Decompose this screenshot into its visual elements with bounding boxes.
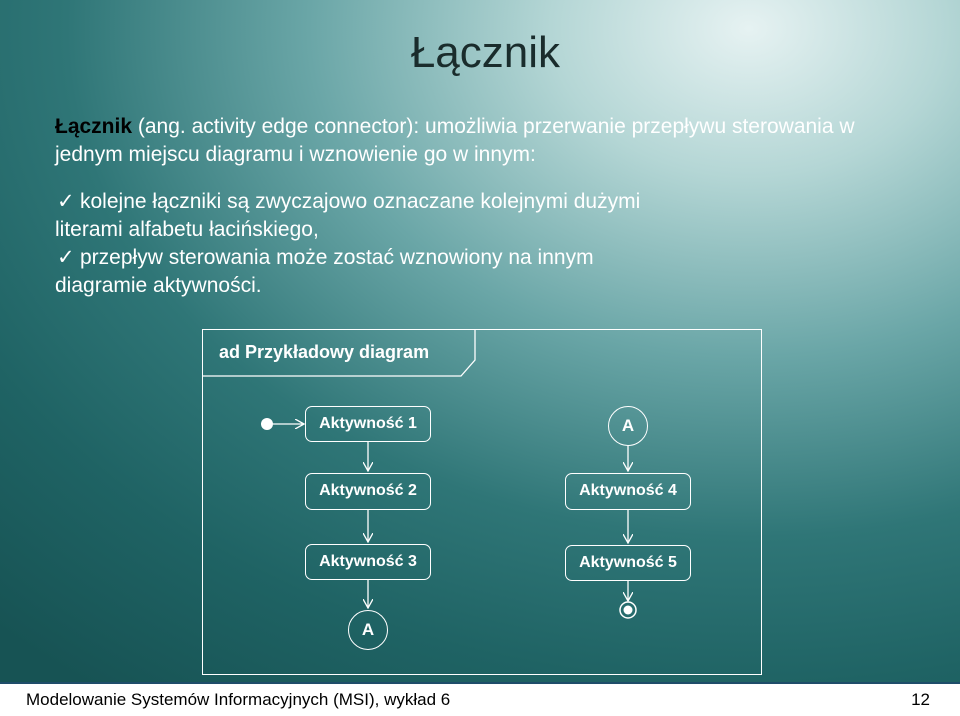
activity-5: Aktywność 5 <box>565 545 691 581</box>
slide-title: Łącznik <box>410 28 560 77</box>
activity-2: Aktywność 2 <box>305 473 431 510</box>
intro-paragraph <box>55 113 905 169</box>
bullet-list <box>55 188 875 300</box>
connector-a-bottom: A <box>348 610 388 650</box>
activity-4: Aktywność 4 <box>565 473 691 510</box>
footer-course: Modelowanie Systemów Informacyjnych (MSI), wykład 6 <box>26 690 451 709</box>
activity-diagram-frame <box>202 329 762 675</box>
bullet-line: kolejne łączniki są zwyczajowo oznaczane kolejnymi dużymi <box>80 190 641 213</box>
intro-text: (ang. activity edge connector): umożliwia przerwanie przepływu sterowania w jednym miejscu diagramu i wznowienie go w innym: <box>55 115 855 166</box>
bullet-item <box>0 188 875 244</box>
bullet-line-continued: diagramie aktywności. <box>55 274 262 297</box>
frame-title: ad Przykładowy diagram <box>219 342 430 362</box>
slide-footer <box>0 682 960 716</box>
bullet-line: przepływ sterowania może zostać wznowiony na innym <box>80 246 594 269</box>
bullet-line-continued: literami alfabetu łacińskiego, <box>55 218 319 241</box>
connector-a-top: A <box>608 406 648 446</box>
bullet-item <box>0 244 875 300</box>
intro-lead: Łącznik <box>55 115 133 138</box>
final-node-inner <box>624 606 633 615</box>
check-icon: ✓ <box>57 246 75 269</box>
initial-node <box>261 418 273 430</box>
activity-3: Aktywność 3 <box>305 544 431 580</box>
check-icon: ✓ <box>57 190 75 213</box>
page-number: 12 <box>911 690 930 709</box>
activity-1: Aktywność 1 <box>305 406 431 442</box>
